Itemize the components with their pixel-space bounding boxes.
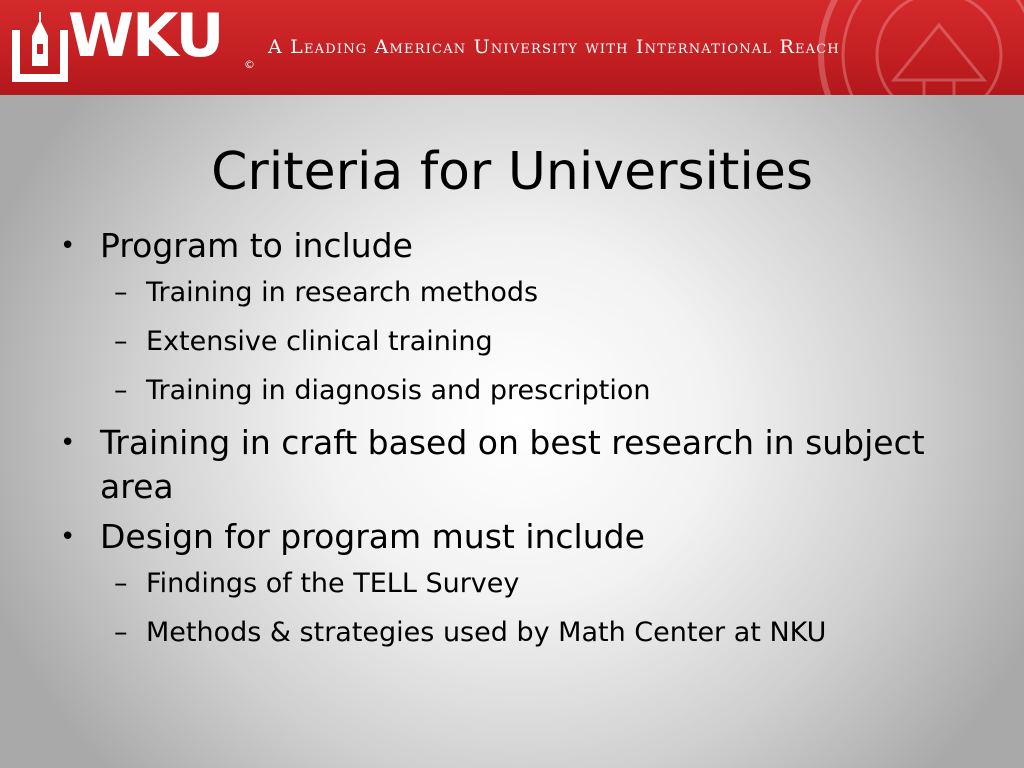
bullet-text: Design for program must include: [100, 517, 645, 556]
header-banner: [0, 0, 1024, 95]
sub-bullet-text: Findings of the TELL Survey: [146, 568, 520, 599]
sub-bullet-glyph: –: [114, 617, 128, 648]
bullet-text: Training in craft based on best research in subject area: [100, 423, 925, 506]
registered-mark: ©: [244, 58, 255, 71]
sub-bullet-item: [60, 372, 980, 410]
sub-bullet-glyph: –: [114, 277, 128, 308]
sub-bullet-glyph: –: [114, 326, 128, 357]
sub-bullet-item: [60, 274, 980, 312]
bullet-item: [60, 224, 980, 268]
sub-bullet-text: Training in research methods: [146, 277, 539, 308]
bullet-glyph: •: [60, 231, 76, 261]
sub-bullet-text: Methods & strategies used by Math Center at NKU: [146, 617, 827, 648]
bullet-item: [60, 515, 980, 559]
bullet-list: [60, 224, 980, 663]
slide-title: Criteria for Universities: [211, 142, 813, 202]
bullet-text: Program to include: [100, 226, 413, 265]
sub-bullet-glyph: –: [114, 568, 128, 599]
sub-bullet-glyph: –: [114, 375, 128, 406]
sub-bullet-item: [60, 614, 980, 652]
wku-logo-text: WKU: [68, 1, 223, 71]
bullet-item: [60, 421, 980, 509]
bullet-glyph: •: [60, 428, 76, 458]
sub-bullet-text: Extensive clinical training: [146, 326, 493, 357]
sub-bullet-text: Training in diagnosis and prescription: [146, 375, 651, 406]
banner-tagline: A Leading American University with International Reach: [268, 36, 840, 58]
sub-bullet-item: [60, 323, 980, 361]
university-seal-icon: [814, 0, 1024, 95]
sub-bullet-item: [60, 565, 980, 603]
bullet-glyph: •: [60, 522, 76, 552]
